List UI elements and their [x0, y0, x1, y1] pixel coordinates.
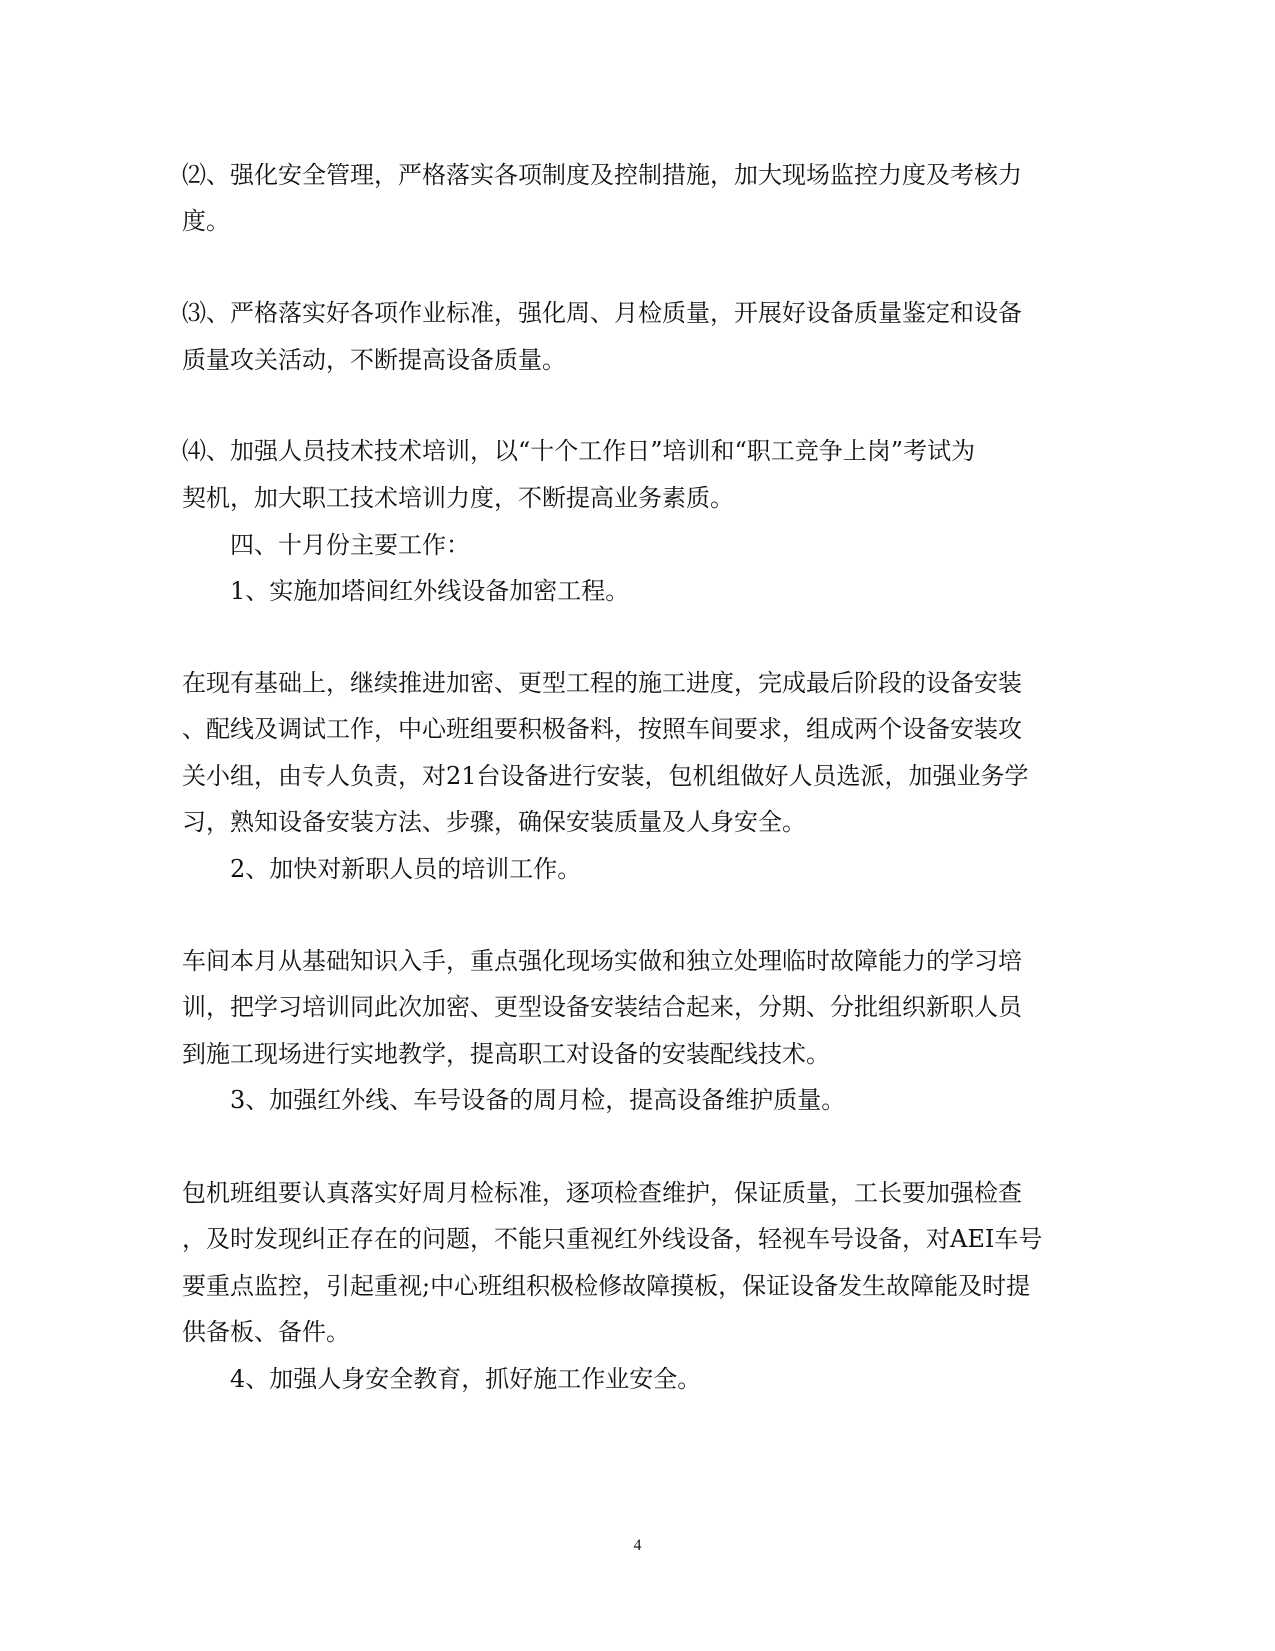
paragraph-line: 在现有基础上，继续推进加密、更型工程的施工进度，完成最后阶段的设备安装 — [182, 669, 1022, 697]
paragraph-line: 包机班组要认真落实好周月检标准，逐项检查维护，保证质量，工长要加强检查 — [182, 1179, 1022, 1207]
item-heading: 2、加快对新职人员的培训工作。 — [230, 855, 582, 883]
paragraph-line: ⑶、严格落实好各项作业标准，强化周、月检质量，开展好设备质量鉴定和设备 — [182, 299, 1022, 327]
item-heading: 3、加强红外线、车号设备的周月检，提高设备维护质量。 — [230, 1086, 846, 1114]
paragraph-line: 、配线及调试工作，中心班组要积极备料，按照车间要求，组成两个设备安装攻 — [182, 715, 1022, 743]
paragraph-line: ⑵、强化安全管理，严格落实各项制度及控制措施，加大现场监控力度及考核力 — [182, 161, 1022, 189]
paragraph-line: ⑷、加强人员技术技术培训，以“十个工作日”培训和“职工竞争上岗”考试为 — [182, 437, 976, 465]
paragraph-line: 训，把学习培训同此次加密、更型设备安装结合起来，分期、分批组织新职人员 — [182, 993, 1022, 1021]
paragraph-line: 契机，加大职工技术培训力度，不断提高业务素质。 — [182, 484, 734, 512]
paragraph-line: 到施工现场进行实地教学，提高职工对设备的安装配线技术。 — [182, 1040, 830, 1068]
paragraph-line: 质量攻关活动，不断提高设备质量。 — [182, 346, 566, 374]
item-heading: 1、实施加塔间红外线设备加密工程。 — [230, 577, 630, 605]
page-number: 4 — [633, 1537, 642, 1554]
paragraph-line: 要重点监控，引起重视;中心班组积极检修故障摸板，保证设备发生故障能及时提 — [182, 1272, 1031, 1300]
item-heading: 4、加强人身安全教育，抓好施工作业安全。 — [230, 1365, 702, 1393]
paragraph-line: 关小组，由专人负责，对21台设备进行安装，包机组做好人员选派，加强业务学 — [182, 762, 1029, 790]
paragraph-line: ，及时发现纠正存在的问题，不能只重视红外线设备，轻视车号设备，对AEI车号 — [182, 1225, 1043, 1253]
paragraph-line: 习，熟知设备安装方法、步骤，确保安装质量及人身安全。 — [182, 808, 806, 836]
paragraph-line: 车间本月从基础知识入手，重点强化现场实做和独立处理临时故障能力的学习培 — [182, 947, 1022, 975]
paragraph-line: 度。 — [182, 207, 230, 235]
paragraph-line: 供备板、备件。 — [182, 1318, 350, 1346]
section-heading: 四、十月份主要工作： — [230, 531, 470, 559]
